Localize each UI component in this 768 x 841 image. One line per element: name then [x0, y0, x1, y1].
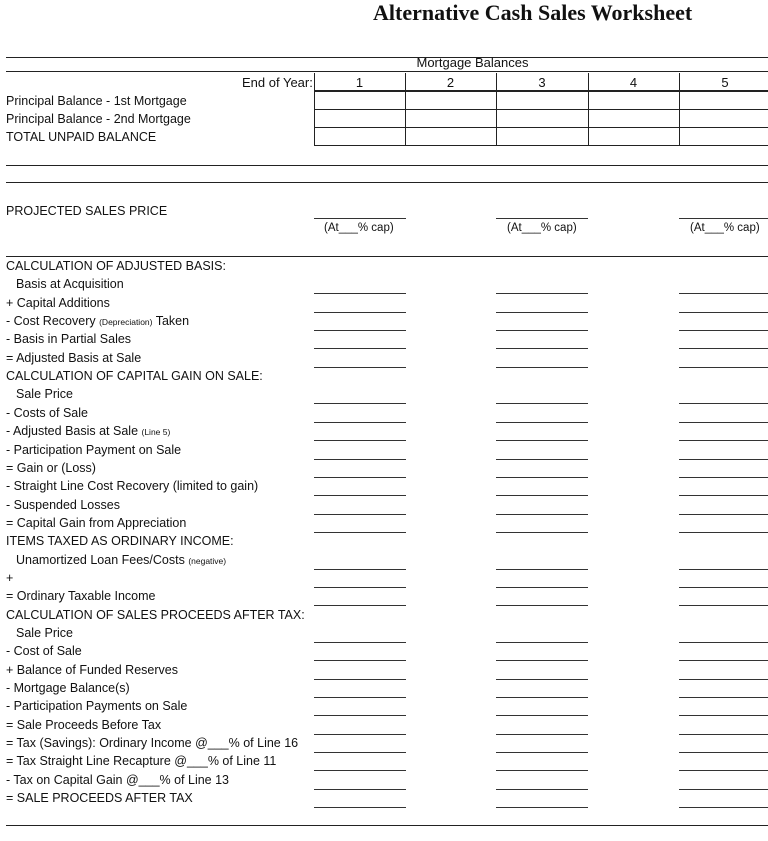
- entry-blank-year-5[interactable]: [679, 587, 768, 588]
- entry-blank-year-5[interactable]: [679, 477, 768, 478]
- entry-blank-year-3[interactable]: [496, 715, 588, 716]
- entry-blank-year-1[interactable]: [314, 532, 406, 533]
- entry-blank-year-1[interactable]: [314, 569, 406, 570]
- mortgage-balance-cell[interactable]: [314, 91, 406, 110]
- line-text: - Straight Line Cost Recovery (limited to gain): [6, 479, 259, 494]
- divider: [6, 182, 768, 183]
- mortgage-balance-cell[interactable]: [679, 127, 768, 146]
- entry-blank-year-5[interactable]: [679, 715, 768, 716]
- entry-blank-year-5[interactable]: [679, 459, 768, 460]
- mortgage-balance-cell[interactable]: [496, 91, 589, 110]
- line-text: - Suspended Losses: [6, 497, 120, 512]
- entry-blank-year-5[interactable]: [679, 789, 768, 790]
- entry-blank-year-5[interactable]: [679, 770, 768, 771]
- entry-blank-year-3[interactable]: [496, 495, 588, 496]
- line-label: [16, 626, 73, 640]
- line-text: = Ordinary Taxable Income: [6, 589, 156, 604]
- year-column-2: 2: [446, 75, 455, 90]
- entry-blank-year-3[interactable]: [496, 770, 588, 771]
- entry-blank-year-5[interactable]: [679, 495, 768, 496]
- line-text: Sale Price: [16, 387, 73, 402]
- divider: [6, 71, 768, 72]
- projected-blank-3[interactable]: [496, 218, 588, 219]
- entry-blank-year-5[interactable]: [679, 642, 768, 643]
- entry-blank-year-1[interactable]: [314, 293, 406, 294]
- entry-blank-year-1[interactable]: [314, 367, 406, 368]
- entry-blank-year-1[interactable]: [314, 789, 406, 790]
- entry-blank-year-3[interactable]: [496, 367, 588, 368]
- entry-blank-year-1[interactable]: [314, 807, 406, 808]
- line-text: + Capital Additions: [6, 295, 110, 310]
- entry-blank-year-5[interactable]: [679, 330, 768, 331]
- line-label: [6, 443, 181, 457]
- line-label: [6, 699, 187, 713]
- entry-blank-year-5[interactable]: [679, 403, 768, 404]
- year-column-4: 4: [629, 75, 638, 90]
- line-label: [6, 663, 178, 677]
- line-label: [6, 754, 276, 768]
- row-label-second-mortgage: Principal Balance - 2nd Mortgage: [6, 112, 191, 126]
- line-label: [6, 461, 96, 475]
- entry-blank-year-1[interactable]: [314, 330, 406, 331]
- line-text: = Sale Proceeds Before Tax: [6, 717, 162, 732]
- entry-blank-year-5[interactable]: [679, 807, 768, 808]
- entry-blank-year-5[interactable]: [679, 514, 768, 515]
- entry-blank-year-1[interactable]: [314, 770, 406, 771]
- entry-blank-year-1[interactable]: [314, 587, 406, 588]
- line-text: = Gain or (Loss): [6, 460, 96, 475]
- entry-blank-year-5[interactable]: [679, 293, 768, 294]
- line-label: [6, 351, 141, 365]
- line-label: [6, 791, 193, 805]
- entry-blank-year-1[interactable]: [314, 752, 406, 753]
- line-text: - Adjusted Basis at Sale: [6, 424, 142, 439]
- entry-blank-year-3[interactable]: [496, 330, 588, 331]
- end-of-year-label: End of Year:: [242, 75, 313, 90]
- entry-blank-year-3[interactable]: [496, 587, 588, 588]
- entry-blank-year-5[interactable]: [679, 440, 768, 441]
- mortgage-balances-header: Mortgage Balances: [416, 55, 529, 70]
- entry-blank-year-1[interactable]: [314, 403, 406, 404]
- line-label: [6, 332, 131, 346]
- line-label: [6, 736, 298, 750]
- line-text: - Cost of Sale: [6, 644, 82, 659]
- line-label: [6, 259, 226, 273]
- row-label-first-mortgage: Principal Balance - 1st Mortgage: [6, 94, 187, 108]
- entry-blank-year-3[interactable]: [496, 752, 588, 753]
- line-label: [6, 516, 186, 530]
- line-label: [16, 387, 73, 401]
- entry-blank-year-5[interactable]: [679, 532, 768, 533]
- projected-blank-5[interactable]: [679, 218, 768, 219]
- mortgage-balance-cell[interactable]: [314, 127, 406, 146]
- entry-blank-year-5[interactable]: [679, 697, 768, 698]
- line-label: [6, 681, 130, 695]
- entry-blank-year-3[interactable]: [496, 734, 588, 735]
- worksheet-title: Alternative Cash Sales Worksheet: [373, 0, 693, 25]
- line-label: [6, 589, 156, 603]
- line-text: Unamortized Loan Fees/Costs: [16, 552, 189, 567]
- line-text: - Basis in Partial Sales: [6, 332, 132, 347]
- entry-blank-year-1[interactable]: [314, 312, 406, 313]
- mortgage-balance-cell[interactable]: [405, 91, 497, 110]
- line-text: - Tax on Capital Gain @___% of Line 13: [6, 772, 230, 787]
- line-label: [6, 718, 161, 732]
- line-text: - Mortgage Balance(s): [6, 681, 130, 696]
- cap-rate-label-3: (At___% cap): [507, 222, 577, 234]
- year-header-cell: [679, 73, 768, 91]
- line-note: (Line 5): [141, 427, 171, 438]
- entry-blank-year-1[interactable]: [314, 679, 406, 680]
- entry-blank-year-3[interactable]: [496, 293, 588, 294]
- line-label: [6, 424, 170, 438]
- entry-blank-year-3[interactable]: [496, 348, 588, 349]
- entry-blank-year-5[interactable]: [679, 569, 768, 570]
- entry-blank-year-3[interactable]: [496, 697, 588, 698]
- entry-blank-year-1[interactable]: [314, 459, 406, 460]
- entry-blank-year-3[interactable]: [496, 660, 588, 661]
- line-label: [6, 369, 263, 383]
- entry-blank-year-5[interactable]: [679, 752, 768, 753]
- line-label: [16, 277, 124, 291]
- mortgage-balance-cell[interactable]: [679, 91, 768, 110]
- divider: [6, 825, 768, 826]
- entry-blank-year-3[interactable]: [496, 642, 588, 643]
- line-text: = Tax Straight Line Recapture @___% of Line 11: [6, 754, 277, 769]
- year-column-3: 3: [538, 75, 546, 90]
- entry-blank-year-5[interactable]: [679, 605, 768, 606]
- entry-blank-year-3[interactable]: [496, 789, 588, 790]
- mortgage-balance-cell[interactable]: [679, 109, 768, 128]
- year-header-cell: [405, 73, 497, 91]
- line-label: [6, 571, 13, 585]
- line-text: Basis at Acquisition: [16, 277, 124, 292]
- line-label: [6, 773, 229, 787]
- line-label: [6, 296, 110, 310]
- entry-blank-year-3[interactable]: [496, 403, 588, 404]
- line-text: CALCULATION OF SALES PROCEEDS AFTER TAX:: [6, 607, 305, 622]
- line-text: = Capital Gain from Appreciation: [6, 515, 187, 530]
- entry-blank-year-5[interactable]: [679, 734, 768, 735]
- entry-blank-year-3[interactable]: [496, 440, 588, 441]
- entry-blank-year-1[interactable]: [314, 477, 406, 478]
- entry-blank-year-3[interactable]: [496, 514, 588, 515]
- line-label: [6, 314, 189, 328]
- entry-blank-year-5[interactable]: [679, 312, 768, 313]
- line-label: [6, 608, 305, 622]
- year-column-1: 1: [355, 75, 364, 90]
- line-text: +: [6, 570, 14, 585]
- entry-blank-year-1[interactable]: [314, 697, 406, 698]
- entry-blank-year-1[interactable]: [314, 660, 406, 661]
- entry-blank-year-3[interactable]: [496, 422, 588, 423]
- line-text: = Tax (Savings): Ordinary Income @___% of Line 16: [6, 736, 299, 751]
- line-label: [6, 498, 120, 512]
- entry-blank-year-5[interactable]: [679, 679, 768, 680]
- mortgage-balance-cell[interactable]: [496, 109, 589, 128]
- line-label: [6, 534, 234, 548]
- entry-blank-year-5[interactable]: [679, 348, 768, 349]
- line-text: - Cost Recovery: [6, 314, 100, 329]
- entry-blank-year-3[interactable]: [496, 679, 588, 680]
- line-text-suffix: Taken: [152, 314, 190, 329]
- entry-blank-year-1[interactable]: [314, 495, 406, 496]
- line-text: = SALE PROCEEDS AFTER TAX: [6, 791, 193, 806]
- line-note: (Depreciation): [99, 317, 153, 328]
- cap-rate-label-5: (At___% cap): [690, 222, 760, 234]
- entry-blank-year-5[interactable]: [679, 422, 768, 423]
- mortgage-balance-cell[interactable]: [405, 109, 497, 128]
- mortgage-balance-cell[interactable]: [496, 127, 589, 146]
- entry-blank-year-3[interactable]: [496, 569, 588, 570]
- entry-blank-year-1[interactable]: [314, 715, 406, 716]
- entry-blank-year-3[interactable]: [496, 477, 588, 478]
- entry-blank-year-1[interactable]: [314, 734, 406, 735]
- line-label: [6, 406, 88, 420]
- entry-blank-year-3[interactable]: [496, 605, 588, 606]
- entry-blank-year-1[interactable]: [314, 514, 406, 515]
- mortgage-balance-cell[interactable]: [588, 127, 680, 146]
- line-text: CALCULATION OF CAPITAL GAIN ON SALE:: [6, 369, 263, 384]
- mortgage-balance-cell[interactable]: [314, 109, 406, 128]
- divider: [6, 256, 768, 257]
- divider: [6, 57, 768, 58]
- year-header-cell: [588, 73, 680, 91]
- line-text: - Participation Payments on Sale: [6, 699, 188, 714]
- line-text: - Costs of Sale: [6, 405, 88, 420]
- line-text: CALCULATION OF ADJUSTED BASIS:: [6, 259, 226, 273]
- line-text: + Balance of Funded Reserves: [6, 662, 178, 677]
- divider: [6, 165, 768, 166]
- entry-blank-year-5[interactable]: [679, 367, 768, 368]
- mortgage-balance-cell[interactable]: [588, 91, 680, 110]
- entry-blank-year-1[interactable]: [314, 440, 406, 441]
- entry-blank-year-3[interactable]: [496, 532, 588, 533]
- line-label: [6, 644, 82, 658]
- year-header-cell: [314, 73, 406, 91]
- row-label-total-unpaid: TOTAL UNPAID BALANCE: [6, 130, 157, 144]
- line-label: [6, 479, 258, 493]
- entry-blank-year-1[interactable]: [314, 605, 406, 606]
- line-label: [16, 553, 226, 567]
- line-text: = Adjusted Basis at Sale: [6, 350, 142, 365]
- cap-rate-label-1: (At___% cap): [324, 222, 394, 234]
- entry-blank-year-5[interactable]: [679, 660, 768, 661]
- projected-sales-price-label: PROJECTED SALES PRICE: [6, 204, 168, 218]
- line-note: (negative): [188, 555, 227, 566]
- entry-blank-year-1[interactable]: [314, 348, 406, 349]
- entry-blank-year-1[interactable]: [314, 422, 406, 423]
- year-column-5: 5: [721, 75, 729, 90]
- mortgage-balance-cell[interactable]: [405, 127, 497, 146]
- mortgage-balance-cell[interactable]: [588, 109, 680, 128]
- entry-blank-year-3[interactable]: [496, 459, 588, 460]
- entry-blank-year-3[interactable]: [496, 312, 588, 313]
- entry-blank-year-1[interactable]: [314, 642, 406, 643]
- entry-blank-year-3[interactable]: [496, 807, 588, 808]
- projected-blank-1[interactable]: [314, 218, 406, 219]
- year-header-cell: [496, 73, 589, 91]
- line-text: - Participation Payment on Sale: [6, 442, 182, 457]
- line-text: Sale Price: [16, 626, 73, 640]
- line-text: ITEMS TAXED AS ORDINARY INCOME:: [6, 534, 234, 549]
